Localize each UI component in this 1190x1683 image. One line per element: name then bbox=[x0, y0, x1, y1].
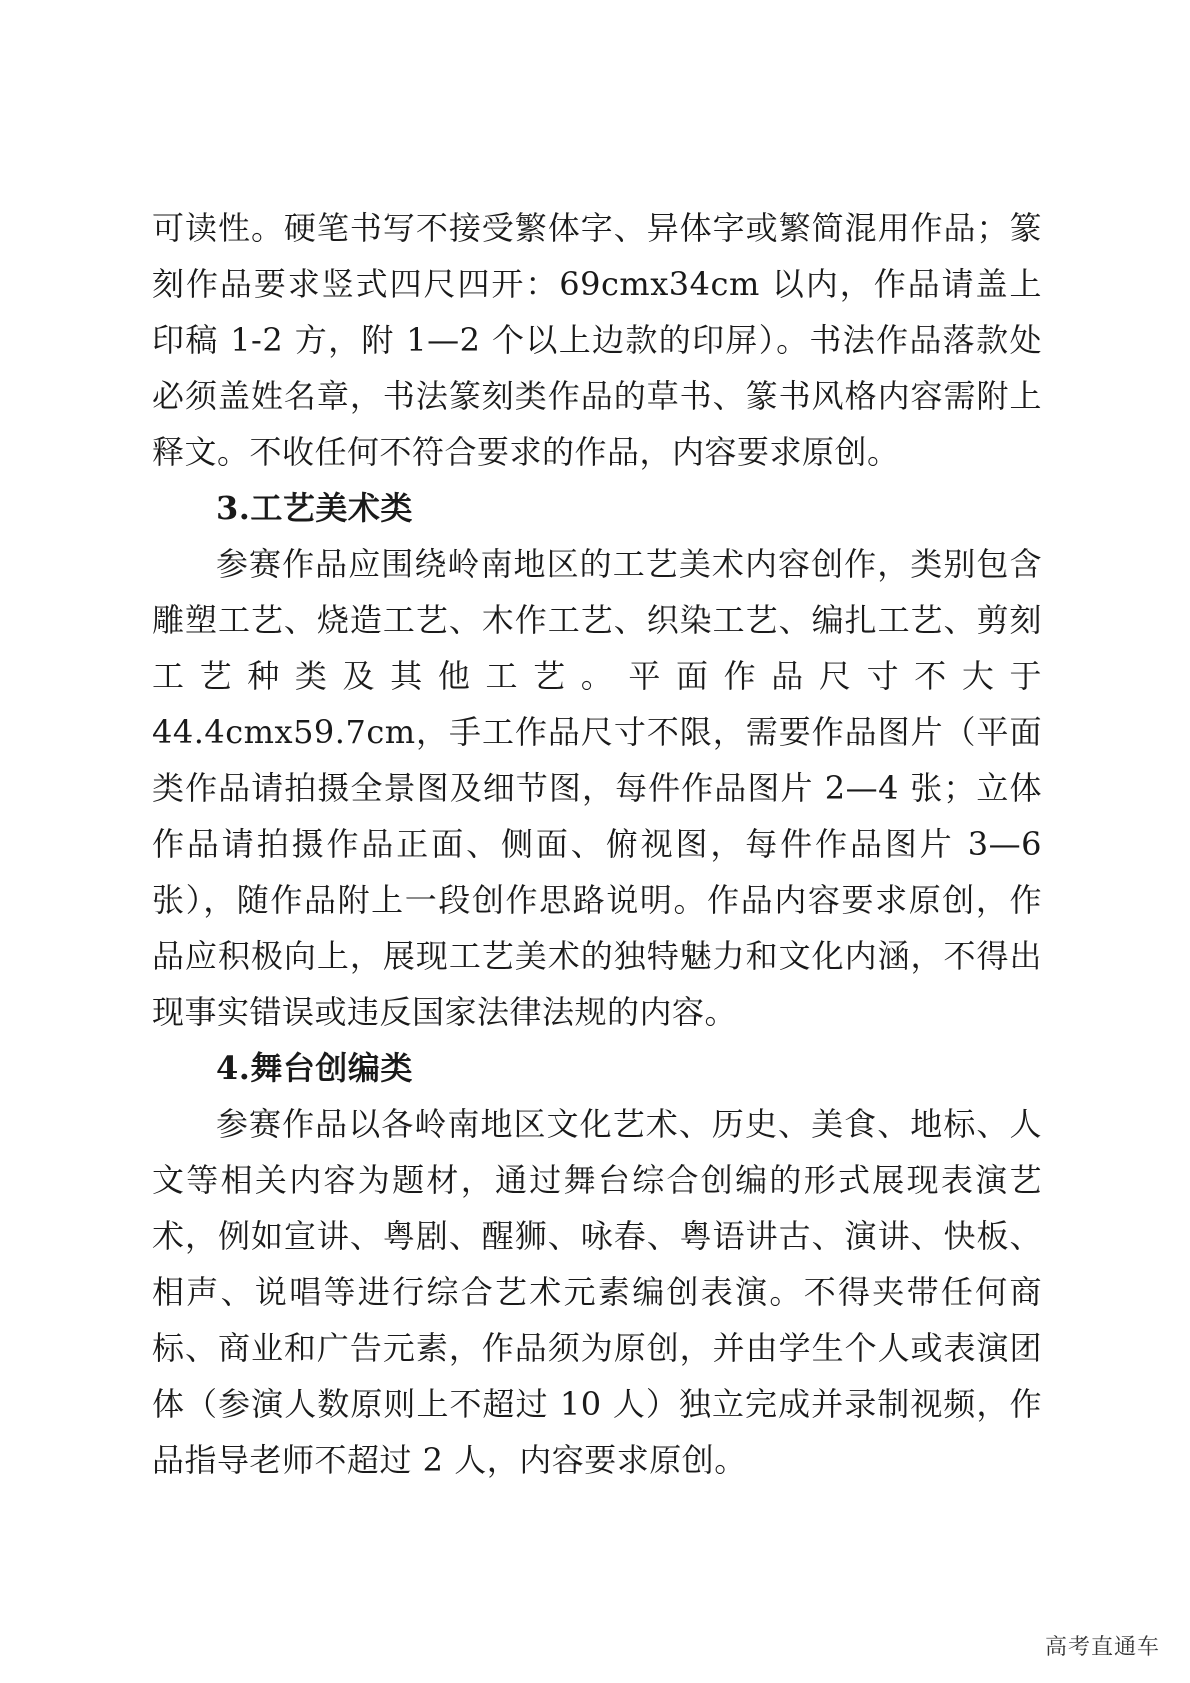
section-heading-stage: 4.舞台创编类 bbox=[216, 1049, 413, 1087]
paragraph-stage: 参赛作品以各岭南地区文化艺术、历史、美食、地标、人文等相关内容为题材，通过舞台综合创编的形式展现表演艺术，例如宣讲、粤剧、醒狮、咏春、粤语讲古、演讲、快板、相声、说唱等进行综合艺术元素编创表演。不得夹带任何商标、商业和广告元素，作品须为原创，并由学生个人或表演团体（参演人数原则上不超过 10 人）独立完成并录制视频，作品指导老师不超过 2 人，内容要求原创。 bbox=[152, 1105, 1042, 1479]
paragraph-crafts: 参赛作品应围绕岭南地区的工艺美术内容创作，类别包含雕塑工艺、烧造工艺、木作工艺、织染工艺、编扎工艺、剪刻工艺种类及其他工艺。平面作品尺寸不大于 44.4cmx59.7cm，手工作品尺寸不限，需要作品图片（平面类作品请拍摄全景图及细节图，每件作品图片 2—4 张；立体作品请拍摄作品正面、侧面、俯视图，每件作品图片 3—6 张），随作品附上一段创作思路说明。作品内容要求原创，作品应积极向上，展现工艺美术的独特魅力和文化内涵，不得出现事实错误或违反国家法律法规的内容。 bbox=[152, 545, 1042, 1031]
watermark-logo-text: 高考直通车 bbox=[1044, 1635, 1160, 1660]
paragraph-continuation: 可读性。硬笔书写不接受繁体字、异体字或繁简混用作品；篆刻作品要求竖式四尺四开：69cmx34cm 以内，作品请盖上印稿 1-2 方，附 1—2 个以上边款的印屏）。书法作品落款处必须盖姓名章，书法篆刻类作品的草书、篆书风格内容需附上释文。不收任何不符合要求的作品，内容要求原创。 bbox=[152, 209, 1042, 471]
section-heading-crafts: 3.工艺美术类 bbox=[216, 489, 413, 527]
document-body bbox=[152, 200, 1042, 1488]
